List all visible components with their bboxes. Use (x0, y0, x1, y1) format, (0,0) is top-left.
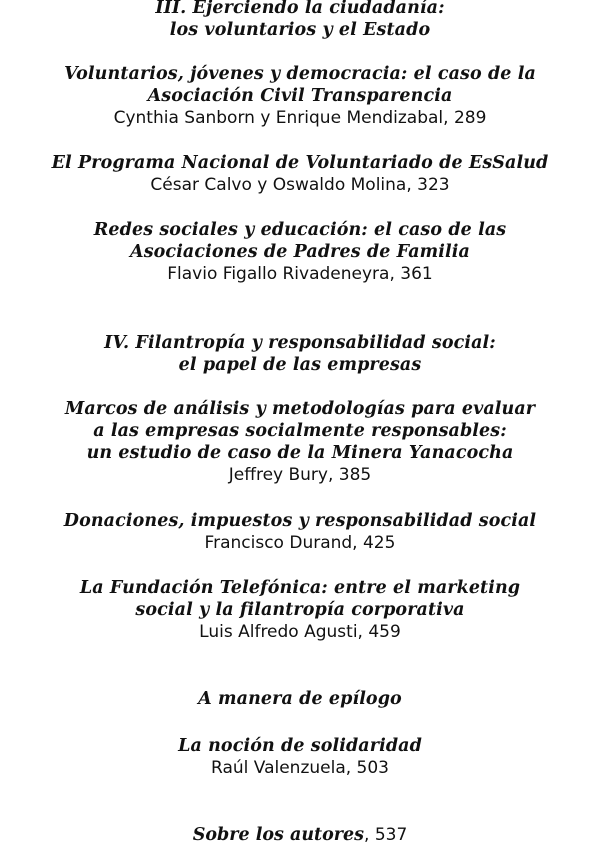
entry-title-line: Marcos de análisis y metodologías para evaluar (64, 399, 536, 419)
toc-entry (0, 398, 600, 487)
section-title-line: los voluntarios y el Estado (169, 20, 431, 40)
toc-entry (0, 63, 600, 130)
entry-title-line: un estudio de caso de la Minera Yanacocha (86, 443, 514, 463)
section-title-line: IV. Filantropía y responsabilidad social: (104, 333, 496, 353)
toc-entry-final (0, 823, 600, 847)
entry-title-line: La Fundación Telefónica: entre el marketing (79, 578, 521, 598)
entry-title-line: social y la filantropía corporativa (135, 600, 465, 620)
entry-author: Luis Alfredo Agusti, 459 (199, 622, 401, 642)
entry-title-line: a las empresas socialmente responsables: (93, 421, 507, 441)
final-row (0, 823, 600, 847)
toc-entry (0, 219, 600, 286)
entry-author: César Calvo y Oswaldo Molina, 323 (150, 175, 450, 195)
toc-entry (0, 152, 600, 197)
toc-entry (0, 577, 600, 644)
epilogue-heading: A manera de epílogo (198, 689, 402, 709)
entry-title-line: El Programa Nacional de Voluntariado de EsSalud (51, 153, 549, 173)
entry-author: Raúl Valenzuela, 503 (211, 758, 389, 778)
entry-title-line: Asociación Civil Transparencia (147, 86, 453, 106)
entry-title-line: La noción de solidaridad (178, 736, 422, 756)
entry-author: Jeffrey Bury, 385 (228, 465, 372, 485)
toc-entry (0, 510, 600, 555)
entry-title-line: Redes sociales y educación: el caso de las (93, 220, 507, 240)
final-page: , 537 (364, 825, 408, 845)
entry-title-line: Donaciones, impuestos y responsabilidad social (63, 511, 537, 531)
final-title: Sobre los autores (192, 825, 365, 845)
entry-author: Francisco Durand, 425 (204, 533, 396, 553)
entry-author: Flavio Figallo Rivadeneyra, 361 (167, 264, 433, 284)
section-heading (0, 0, 600, 41)
entry-author: Cynthia Sanborn y Enrique Mendizabal, 289 (113, 108, 487, 128)
section-title-line: el papel de las empresas (178, 355, 422, 375)
epilogue-heading-block (0, 688, 600, 710)
entry-title-line: Voluntarios, jóvenes y democracia: el caso de la (64, 64, 536, 84)
entry-title-line: Asociaciones de Padres de Familia (130, 242, 470, 262)
toc-entry (0, 735, 600, 780)
section-heading (0, 332, 600, 376)
section-title-line: III. Ejerciendo la ciudadanía: (155, 0, 445, 18)
